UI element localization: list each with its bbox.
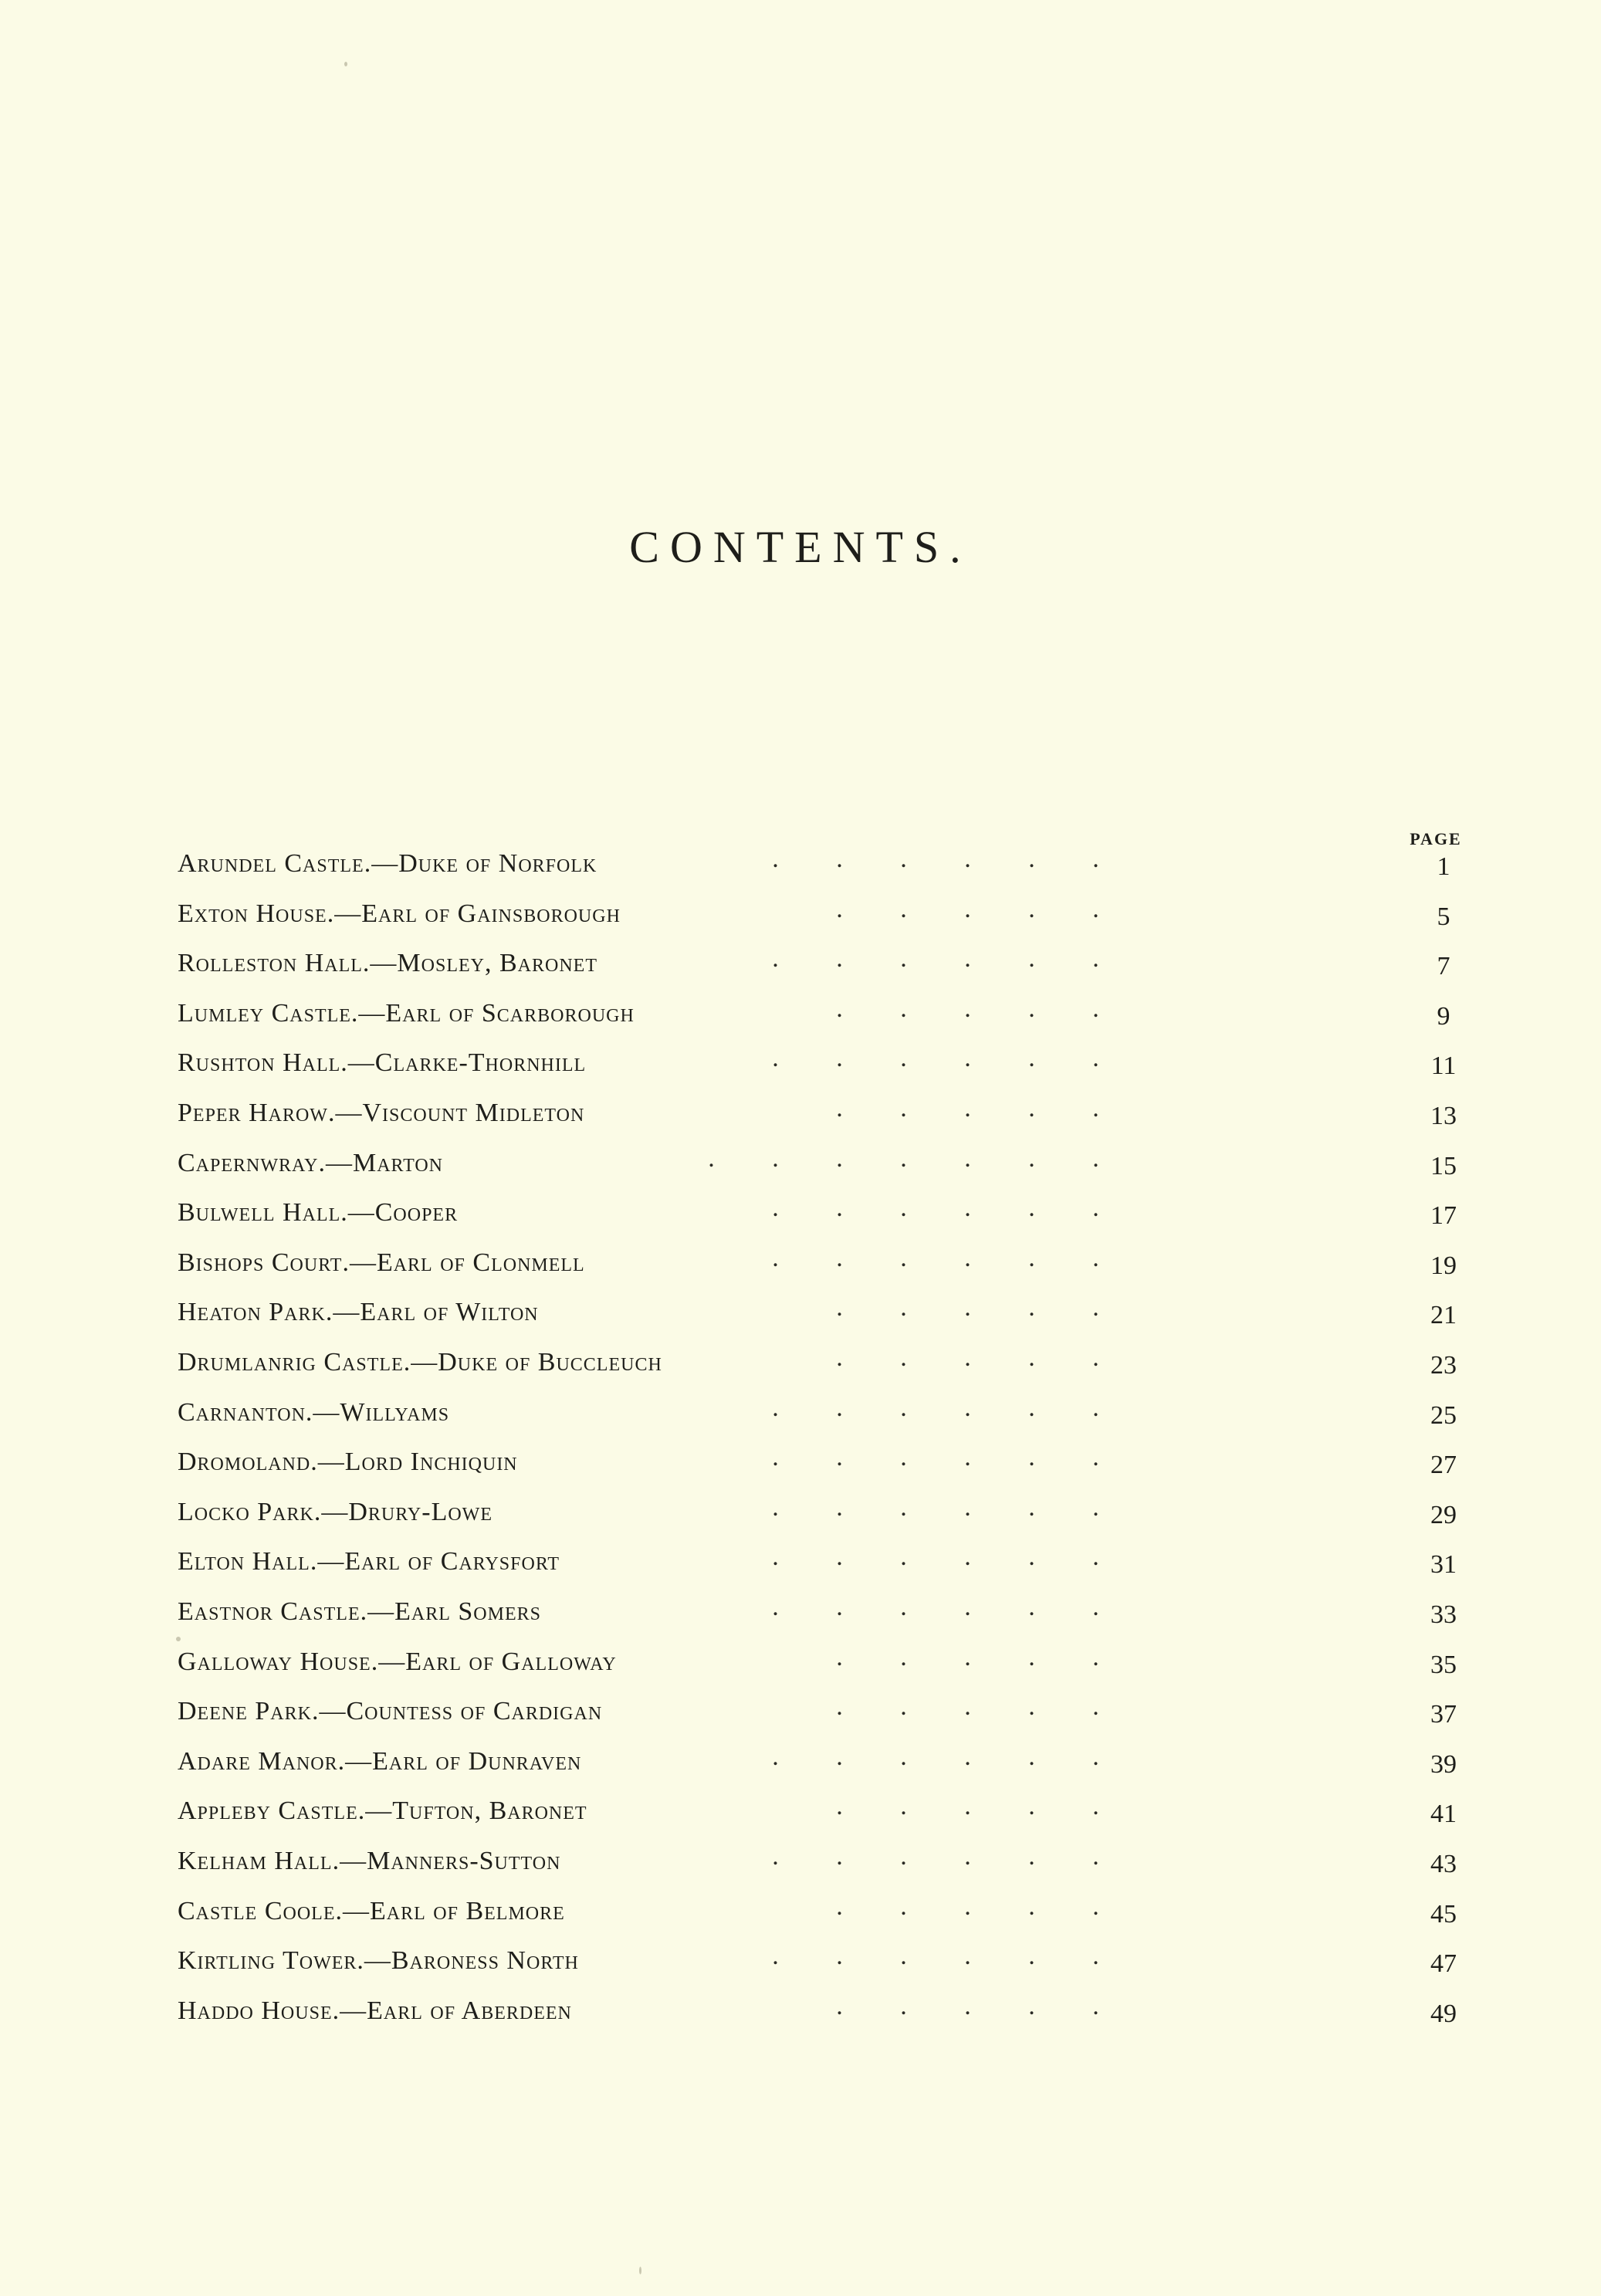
paper-speck xyxy=(176,1637,181,1641)
toc-entry-title: Lumley Castle.—Earl of Scarborough xyxy=(178,998,635,1028)
toc-entry-title: Rolleston Hall.—Mosley, Baronet xyxy=(178,949,597,978)
dot-leader: . . . . . . xyxy=(772,1593,1099,1621)
paper-speck xyxy=(639,2267,641,2274)
dot-leader: . . . . . . xyxy=(772,845,1099,873)
toc-entry-title: Adare Manor.—Earl of Dunraven xyxy=(178,1746,582,1776)
dot-leader: . . . . . . xyxy=(772,1742,1099,1771)
toc-entry xyxy=(0,1692,1601,1746)
toc-entry xyxy=(0,894,1601,949)
dot-leader: . . . . . . xyxy=(772,1543,1099,1572)
toc-entry-page-number: 9 xyxy=(1437,1001,1450,1031)
toc-entry-page-number: 37 xyxy=(1430,1700,1457,1729)
dot-leader: . . . . . xyxy=(836,1343,1099,1372)
toc-entry-title: Arundel Castle.—Duke of Norfolk xyxy=(178,849,597,878)
toc-entry-page-number: 5 xyxy=(1437,902,1450,931)
dot-leader: . . . . . . xyxy=(772,1842,1099,1871)
toc-entry-title: Exton House.—Earl of Gainsborough xyxy=(178,899,621,928)
toc-entry xyxy=(0,1443,1601,1497)
toc-entry xyxy=(0,944,1601,998)
toc-entry-page-number: 33 xyxy=(1430,1600,1457,1629)
dot-leader: . . . . . xyxy=(836,1094,1099,1123)
toc-entry-page-number: 45 xyxy=(1430,1899,1457,1929)
toc-entry-page-number: 35 xyxy=(1430,1650,1457,1679)
toc-entry xyxy=(0,1243,1601,1298)
toc-entry-page-number: 7 xyxy=(1437,952,1450,981)
toc-entry-title: Appleby Castle.—Tufton, Baronet xyxy=(178,1797,587,1826)
toc-entry xyxy=(0,1194,1601,1248)
toc-entry-title: Peper Harow.—Viscount Midleton xyxy=(178,1099,585,1127)
toc-entry-title: Deene Park.—Countess of Cardigan xyxy=(178,1697,603,1726)
toc-entry-page-number: 25 xyxy=(1430,1400,1457,1430)
toc-entry-page-number: 39 xyxy=(1430,1749,1457,1779)
dot-leader: . . . . . xyxy=(836,1642,1099,1671)
toc-entry-title: Heaton Park.—Earl of Wilton xyxy=(178,1298,539,1327)
toc-entry-title: Rushton Hall.—Clarke-Thornhill xyxy=(178,1048,587,1078)
toc-entry-page-number: 41 xyxy=(1430,1800,1457,1829)
dot-leader: . . . . . xyxy=(836,894,1099,923)
dot-leader: . . . . . . xyxy=(772,1243,1099,1272)
dot-leader: . . . . . xyxy=(836,1792,1099,1821)
page-title: CONTENTS. xyxy=(629,522,972,572)
toc-entry-page-number: 1 xyxy=(1437,852,1450,881)
toc-entry-title: Bishops Court.—Earl of Clonmell xyxy=(178,1248,585,1277)
toc-entry xyxy=(0,1143,1601,1198)
toc-entry xyxy=(0,1991,1601,2046)
toc-entry xyxy=(0,1792,1601,1846)
toc-entry-title: Carnanton.—Willyams xyxy=(178,1397,450,1427)
toc-entry xyxy=(0,1044,1601,1098)
dot-leader: . . . . . . xyxy=(772,1194,1099,1223)
toc-entry xyxy=(0,1742,1601,1797)
dot-leader: . . . . . xyxy=(836,994,1099,1023)
toc-entry xyxy=(0,1343,1601,1397)
toc-entry-page-number: 43 xyxy=(1430,1850,1457,1878)
toc-entry xyxy=(0,1593,1601,1647)
toc-entry-title: Locko Park.—Drury-Lowe xyxy=(178,1497,492,1526)
toc-entry xyxy=(0,994,1601,1048)
toc-entry xyxy=(0,1393,1601,1448)
toc-entry-page-number: 23 xyxy=(1430,1351,1457,1380)
toc-entry xyxy=(0,1942,1601,1996)
toc-entry xyxy=(0,1842,1601,1896)
toc-entry-page-number: 15 xyxy=(1430,1151,1457,1180)
toc-entry-page-number: 11 xyxy=(1430,1051,1457,1081)
toc-entry-title: Castle Coole.—Earl of Belmore xyxy=(178,1896,565,1925)
toc-entry-page-number: 19 xyxy=(1430,1251,1457,1280)
toc-entry-title: Kelham Hall.—Manners-Sutton xyxy=(178,1847,561,1875)
toc-entry-page-number: 31 xyxy=(1430,1550,1457,1580)
dot-leader: . . . . . . xyxy=(772,1942,1099,1971)
toc-entry-title: Dromoland.—Lord Inchiquin xyxy=(178,1448,518,1477)
toc-entry-page-number: 21 xyxy=(1430,1301,1457,1330)
toc-entry-title: Haddo House.—Earl of Aberdeen xyxy=(178,1996,572,2025)
toc-entry xyxy=(0,1293,1601,1347)
dot-leader: . . . . . . xyxy=(772,1443,1099,1472)
dot-leader: . . . . . . . xyxy=(708,1143,1099,1173)
toc-entry-page-number: 13 xyxy=(1430,1102,1457,1130)
toc-entry-page-number: 17 xyxy=(1430,1201,1457,1231)
toc-entry xyxy=(0,1642,1601,1697)
toc-entry xyxy=(0,1543,1601,1597)
dot-leader: . . . . . . xyxy=(772,1044,1099,1073)
dot-leader: . . . . . xyxy=(836,1891,1099,1921)
toc-entry-title: Drumlanrig Castle.—Duke of Buccleuch xyxy=(178,1348,662,1377)
dot-leader: . . . . . xyxy=(836,1293,1099,1322)
toc-entry-title: Capernwray.—Marton xyxy=(178,1148,443,1177)
paper-speck xyxy=(344,62,347,66)
toc-entry-title: Eastnor Castle.—Earl Somers xyxy=(178,1597,541,1626)
dot-leader: . . . . . xyxy=(836,1692,1099,1722)
toc-entry-title: Galloway House.—Earl of Galloway xyxy=(178,1647,617,1676)
toc-entry-page-number: 29 xyxy=(1430,1500,1457,1529)
toc-entry-page-number: 49 xyxy=(1430,1999,1457,2028)
toc-entry-title: Bulwell Hall.—Cooper xyxy=(178,1198,459,1228)
dot-leader: . . . . . xyxy=(836,1991,1099,2020)
toc-entry-title: Elton Hall.—Earl of Carysfort xyxy=(178,1547,560,1576)
toc-entry-page-number: 27 xyxy=(1430,1451,1457,1480)
dot-leader: . . . . . . xyxy=(772,1393,1099,1422)
toc-entry xyxy=(0,1094,1601,1148)
toc-entry xyxy=(0,845,1601,899)
page-column-label: PAGE xyxy=(1410,829,1462,848)
toc-entry-title: Kirtling Tower.—Baroness North xyxy=(178,1946,579,1976)
toc-entry xyxy=(0,1891,1601,1946)
toc-entry-page-number: 47 xyxy=(1430,1949,1457,1979)
dot-leader: . . . . . . xyxy=(772,944,1099,974)
toc-entry xyxy=(0,1492,1601,1547)
dot-leader: . . . . . . xyxy=(772,1492,1099,1522)
